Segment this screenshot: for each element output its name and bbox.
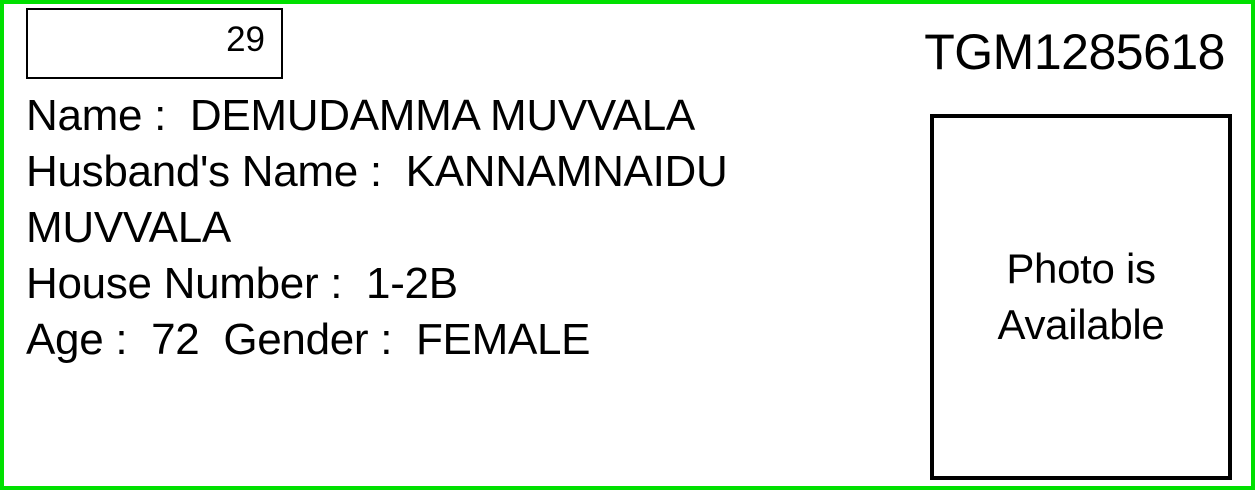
photo-placeholder [930, 114, 1232, 480]
house-label: House Number : [26, 259, 355, 308]
relation-label: Husband's Name : [26, 147, 394, 196]
serial-number-box [26, 8, 283, 79]
house-number: 1-2B [366, 259, 458, 308]
name-value: DEMUDAMMA MUVVALA [189, 91, 695, 140]
photo-text-line1: Photo is [1006, 245, 1156, 292]
relation-row [26, 144, 846, 200]
photo-status [971, 241, 1191, 353]
serial-number: 29 [226, 20, 265, 59]
gender-label: Gender : [223, 315, 405, 364]
voter-details [26, 88, 846, 368]
age-gender-row [26, 312, 846, 368]
relation-name-continued: MUVVALA [26, 203, 231, 252]
relation-name-line1: KANNAMNAIDU [405, 147, 728, 196]
age-value: 72 [151, 315, 200, 364]
house-row [26, 256, 846, 312]
photo-text-line2: Available [997, 301, 1165, 348]
name-row [26, 88, 846, 144]
name-label: Name : [26, 91, 178, 140]
gender-value: FEMALE [415, 315, 591, 364]
age-label: Age : [26, 315, 140, 364]
voter-id: TGM1285618 [924, 24, 1225, 80]
